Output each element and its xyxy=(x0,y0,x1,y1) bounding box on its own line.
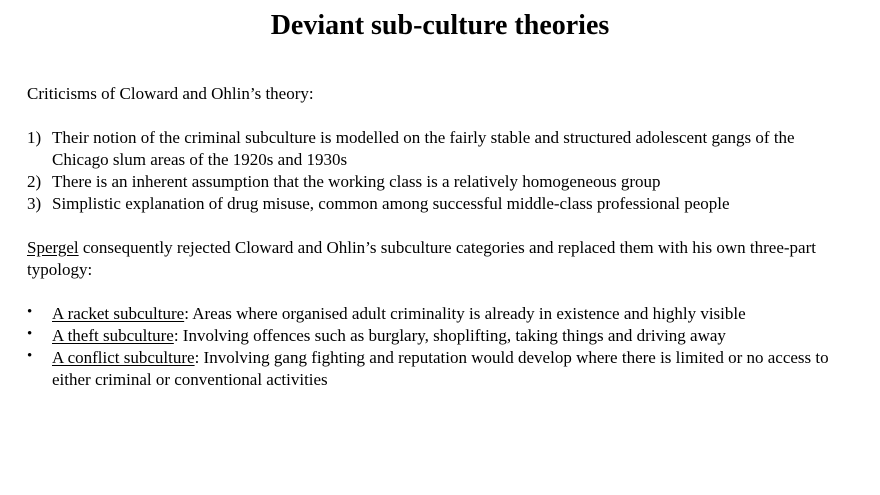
spergel-text: consequently rejected Cloward and Ohlin’s subculture categories and replaced them with his own three-part typology: xyxy=(27,238,816,279)
slide-title: Deviant sub-culture theories xyxy=(270,10,610,41)
list-item xyxy=(27,193,857,215)
spacer xyxy=(27,281,857,303)
spergel-paragraph xyxy=(27,237,857,281)
list-item-text: There is an inherent assumption that the working class is a relatively homogeneous group xyxy=(52,172,661,191)
typology-term: A racket subculture xyxy=(52,304,185,323)
list-item-text xyxy=(52,347,857,391)
bullet-icon: • xyxy=(27,304,33,320)
slide-body xyxy=(27,83,857,391)
list-item xyxy=(27,171,857,193)
list-item-text xyxy=(52,325,857,347)
bullet-icon: • xyxy=(27,348,33,364)
list-marker: 2) xyxy=(27,172,42,191)
criticisms-heading: Criticisms of Cloward and Ohlin’s theory: xyxy=(27,84,314,103)
list-item xyxy=(27,127,857,171)
list-item-text: Their notion of the criminal subculture is modelled on the fairly stable and structured adolescent gangs of the Chicago slum areas of the 1920s and 1930s xyxy=(52,128,795,169)
list-item xyxy=(27,303,857,325)
typology-term: A theft subculture xyxy=(52,326,174,345)
list-item xyxy=(27,325,857,347)
list-item-text: Simplistic explanation of drug misuse, common among successful middle-class professional people xyxy=(52,194,730,213)
list-item xyxy=(27,347,857,391)
typology-desc: : Involving offences such as burglary, shoplifting, taking things and driving away xyxy=(173,326,726,345)
spergel-name: Spergel xyxy=(27,238,79,257)
list-marker: 1) xyxy=(27,128,42,147)
typology-desc: : Involving gang fighting and reputation would develop where there is limited or no access to either criminal or conventional activities xyxy=(52,348,829,389)
typology-desc: : Areas where organised adult criminality is already in existence and highly visible xyxy=(184,304,746,323)
bullet-icon: • xyxy=(27,326,33,342)
spacer xyxy=(27,215,857,237)
list-marker: 3) xyxy=(27,194,42,213)
spacer xyxy=(27,105,857,127)
typology-term: A conflict subculture xyxy=(52,348,195,367)
list-item-text xyxy=(52,303,857,325)
